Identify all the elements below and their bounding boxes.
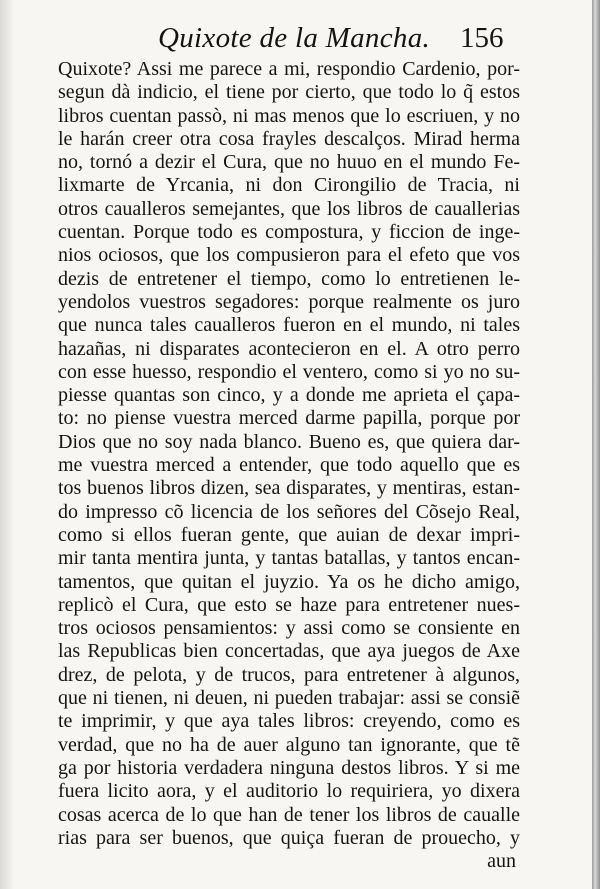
text-line: rias para ser buenos, que quiça fueran de prouecho, y (58, 826, 520, 849)
text-line: fuera licito aora, y el auditorio lo requiriera, yo dixera (58, 780, 520, 803)
text-line: tos buenos libros dizen, sea disparates, y mentiras, estan- (58, 477, 520, 500)
text-line: cosas acerca de lo que han de tener los libros de caualle (58, 803, 520, 826)
text-line: segun dà indicio, el tiene por cierto, que todo lo q̃ estos (58, 81, 520, 104)
text-line: Quixote? Assi me parece a mi, respondio Cardenio, por- (58, 58, 520, 80)
text-line: do impresso cõ licencia de los señores del Cõsejo Real, (58, 500, 520, 523)
text-line: libros cuentan passò, ni mas menos que lo escriuen, y no (58, 104, 520, 127)
text-line: verdad, que no ha de auer alguno tan ignorante, que tẽ (58, 733, 520, 756)
text-line: las Republicas bien concertadas, que aya juegos de Axe (58, 640, 520, 663)
text-line: yendolos vuestros segadores: porque realmente os juro (58, 290, 520, 313)
text-line: nios ociosos, que los compusieron para el efeto que vos (58, 244, 520, 267)
text-line: piesse quantas son cinco, y a donde me aprieta el çapa- (58, 384, 520, 407)
text-line: que ni tienen, ni deuen, ni pueden trabajar: assi se consiẽ (58, 687, 520, 710)
catchword: aun (487, 850, 516, 873)
text-line: mir tanta mentira junta, y tantas batallas, y tantos encan- (58, 547, 520, 570)
page-header (158, 22, 518, 58)
text-line: otros caualleros semejantes, que los libros de cauallerias (58, 197, 520, 220)
text-line: ga por historia verdadera ninguna destos libros. Y si me (58, 756, 520, 779)
text-line: lixmarte de Yrcania, ni don Cirongilio de Tracia, ni (58, 174, 520, 197)
text-line: te imprimir, y que aya tales libros: creyendo, como es (58, 710, 520, 733)
text-line: drez, de pelota, y de trucos, para entretener à algunos, (58, 663, 520, 686)
page-edge (592, 0, 600, 889)
text-line: cuentan. Porque todo es compostura, y ficcion de inge- (58, 221, 520, 244)
text-line: tros ociosos pensamientos: y assi como se consiente en (58, 617, 520, 640)
text-line: que nunca tales caualleros fueron en el mundo, ni tales (58, 314, 520, 337)
text-line: como si ellos fueran gente, que auian de dexar impri- (58, 523, 520, 546)
text-line: no, tornó a dezir el Cura, que no huuo en el mundo Fe- (58, 151, 520, 174)
text-line: replicò el Cura, que esto se haze para entretener nues- (58, 593, 520, 616)
gutter-shadow (0, 0, 14, 889)
text-line: to: no piense vuestra merced darme papilla, porque por (58, 407, 520, 430)
page-number: 156 (460, 22, 504, 54)
text-line: con esse huesso, respondio el ventero, como si yo no su- (58, 360, 520, 383)
text-line: me vuestra merced a entender, que todo aquello que es (58, 454, 520, 477)
body-text (58, 58, 520, 873)
text-line: hazañas, ni disparates acontecieron en el. A otro perro (58, 337, 520, 360)
text-line: le harán creer otra cosa frayles descalços. Mirad herma (58, 127, 520, 150)
running-head: Quixote de la Mancha. (158, 22, 431, 54)
text-line: Dios que no soy nada blanco. Bueno es, que quiera dar- (58, 430, 520, 453)
text-line: tamentos, que quitan el juyzio. Ya os he dicho amigo, (58, 570, 520, 593)
text-line: dezis de entretener el tiempo, como lo entretienen le- (58, 267, 520, 290)
